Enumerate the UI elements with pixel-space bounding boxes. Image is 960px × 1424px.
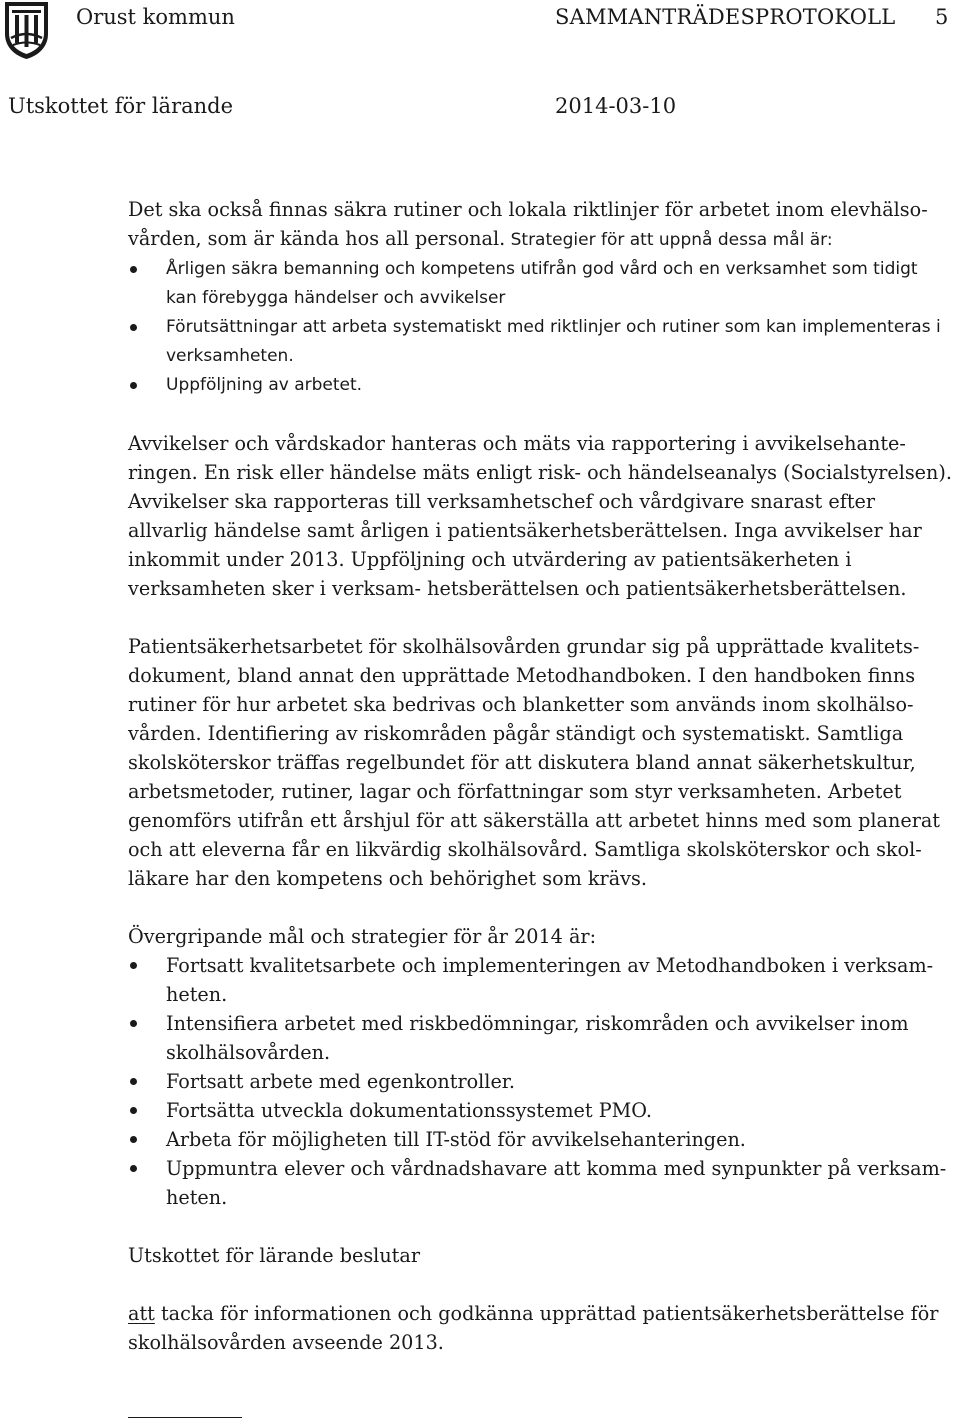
intro-paragraph — [128, 195, 960, 255]
list-item: Arbeta för möjligheten till IT-stöd för avvikelsehanteringen. — [128, 1125, 950, 1154]
list-item: Fortsätta utveckla dokumentationssystemet PMO. — [128, 1096, 950, 1125]
document-type: SAMMANTRÄDESPROTOKOLL — [555, 5, 896, 29]
list-item: Förutsättningar att arbeta systematiskt med riktlinjer och rutiner som kan implementeras i verksamheten. — [128, 313, 950, 371]
list-item: Årligen säkra bemanning och kompetens utifrån god vård och en verksamhet som tidigt kan förebygga händelser och avvikelser — [128, 255, 950, 313]
page-header — [0, 0, 960, 130]
list-item: Uppföljning av arbetet. — [128, 371, 950, 400]
decision-heading: Utskottet för lärande beslutar — [128, 1244, 421, 1267]
orust-coat-of-arms-icon — [3, 0, 50, 60]
document-body — [128, 195, 960, 1418]
list-item: Intensifiera arbetet med riskbedömningar, riskområden och avvikelser inom skolhälsovården. — [128, 1009, 950, 1067]
intro-bullet-list — [128, 255, 960, 400]
deviations-paragraph: Avvikelser och vårdskador hanteras och mäts via rapportering i avvikelsehante-ringen. En risk eller händelse mäts enligt risk- och händelseanalys (Socialstyrelsen). Avvikelser ska rapporteras till verksamhetschef och vårdgivare snarast efter allvarlig händelse samt årligen i patientsäkerhetsberättelsen. Inga avvikelser har inkommit under 2013. Uppföljning och utvärdering av patientsäkerheten i verksamheten sker i verksam- hetsberättelsen och patientsäkerhetsberättelsen. — [128, 432, 952, 600]
organization-name: Orust kommun — [76, 5, 235, 29]
signature-rule — [128, 1417, 242, 1418]
meeting-date: 2014-03-10 — [555, 94, 677, 118]
att-keyword: att — [128, 1302, 155, 1325]
intro-strategies-text: Strategier för att uppnå dessa mål är: — [505, 230, 833, 250]
page-number: 5 — [935, 5, 949, 29]
list-item: Fortsatt arbete med egenkontroller. — [128, 1067, 950, 1096]
patient-safety-paragraph: Patientsäkerhetsarbetet för skolhälsovården grundar sig på upprättade kvalitets-dokument, bland annat den upprättade Metodhandboken. I den handboken finns rutiner för hur arbetet ska bedrivas och blanketter som används inom skolhälso-vården. Identifiering av riskområden pågår ständigt och systematiskt. Samtliga skolsköterskor träffas regelbundet för att diskutera bland annat säkerhetskultur, arbetsmetoder, rutiner, lagar och författningar som styr verksamheten. Arbetet genomförs utifrån ett årshjul för att säkerställa att arbetet hinns med som planerat och att eleverna får en likvärdig skolhälsovård. Samtliga skolsköterskor och skol-läkare har den kompetens och behörighet som krävs. — [128, 635, 941, 890]
list-item: Uppmuntra elever och vårdnadshavare att komma med synpunkter på verksam-heten. — [128, 1154, 950, 1212]
intro-text: Det ska också finnas säkra rutiner och lokala riktlinjer för arbetet inom elevhälso-vården, som är kända hos all personal. — [128, 198, 928, 250]
decision-paragraph — [128, 1299, 960, 1357]
goals-heading: Övergripande mål och strategier för år 2014 är: — [128, 925, 597, 948]
goals-bullet-list — [128, 951, 960, 1212]
list-item: Fortsatt kvalitetsarbete och implementeringen av Metodhandboken i verksam-heten. — [128, 951, 950, 1009]
decision-text: tacka för informationen och godkänna upprättad patientsäkerhetsberättelse för skolhälsovården avseende 2013. — [128, 1302, 939, 1354]
committee-name: Utskottet för lärande — [8, 94, 234, 118]
